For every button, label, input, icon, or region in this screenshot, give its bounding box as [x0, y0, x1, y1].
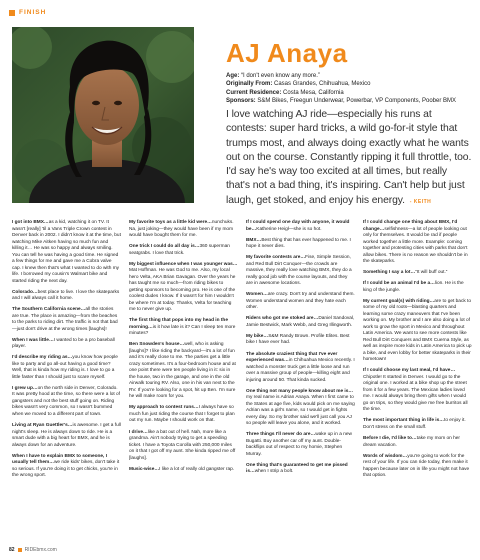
pull-quote	[226, 108, 472, 209]
interview-answer: Daniel Sandoval, Jamie Bestwick, Mark Webb, and Greg Illingworth.	[246, 316, 355, 328]
interview-question: Living at Ryan Guettler's…	[12, 423, 73, 429]
interview-question: The absolute craziest thing that I've ever experienced was…	[246, 351, 338, 364]
interview-question: One thing not many people know about me is…	[246, 388, 354, 394]
interview-answer: Katherine Heigl—she is so hot.	[256, 226, 322, 232]
rider-name-heading: AJ Anaya	[226, 38, 348, 68]
interview-question: If I could be an animal I'd be a…	[363, 281, 435, 287]
footer-website: RIDEbmx.com	[24, 547, 57, 553]
interview-entry	[246, 292, 355, 312]
interview-entry	[12, 338, 121, 351]
interview-question: My biggest influence when I was younger was…	[129, 261, 238, 267]
interview-entry	[129, 262, 238, 314]
fact-sponsors: Sponsors: S&M Bikes, Freegun Underwear, Powerbar, VP Components, Poober BMX	[226, 98, 456, 105]
interview-answer: we ride kids' bikes, don't take it so serious. If you're doing it to get chicks, you're in the wrong sport.	[12, 460, 120, 479]
interview-entry	[12, 355, 121, 381]
interview-answer: are to get back to some of my old roots—blasting quarters and learning some crazy maneuvers that I've been working on. My brother and I are also doing a lot of work to grow the sport in Mexico and throughout Latin America. We want to see more contests like Red Bull Dirt Conquers and BMX Cuerna Style, as well as inspire more kids in Latin America to pick up a bike, and even lobby for better skateparks in their hometown!	[363, 298, 472, 363]
interview-question: Ben Snowden's house…	[129, 342, 185, 348]
interview-column-3	[246, 220, 355, 538]
interview-entry	[12, 307, 121, 333]
interview-answer: Fise, Simple Session, and Red Bull Dirt Conquer—the crowds are massive, they really love watching BMX, they do a really good job with the course layouts, and they are in awesome locations.	[246, 255, 352, 287]
interview-answer: best place to live. I love the skateparks and I will always call it home.	[12, 289, 120, 302]
interview-entry	[246, 463, 355, 476]
interview-answer: I wanted to be a pro baseball player.	[12, 337, 115, 350]
fact-residence: Current Residence: Costa Mesa, California	[226, 89, 344, 96]
interview-columns	[12, 220, 472, 538]
interview-question: The first thing that pops into my head in the morning…	[129, 318, 228, 330]
interview-answer: to enjoy it. Don't stress on the small stuff.	[363, 418, 466, 430]
interview-question: If I could change one thing about BMX, I'd change…	[363, 220, 458, 232]
interview-entry	[246, 352, 355, 385]
interview-question: I'd describe my riding as…	[12, 355, 73, 361]
interview-entry	[363, 270, 472, 277]
interview-question: My current goal(s) with riding…	[363, 298, 435, 304]
interview-question: The most important thing in life is…	[363, 418, 445, 424]
interview-answer: Best thing that has ever happened to me. I hope it never dies.	[246, 237, 351, 250]
interview-column-4	[363, 220, 472, 538]
interview-answer: you're going to work for the rest of your life. If you can ride today, then make it happen because later on in life you might not have that option.	[363, 453, 470, 479]
interview-entry	[246, 389, 355, 428]
interview-entry	[129, 467, 238, 474]
interview-answer: are crazy. Don't try and understand them. Women understand women and they hate each other.	[246, 292, 355, 311]
interview-entry	[12, 290, 121, 303]
interview-question: Women…	[246, 292, 268, 298]
interview-entry	[363, 299, 472, 364]
interview-question: I grew up…	[12, 385, 38, 391]
interview-question: Something I say a lot…	[363, 270, 416, 276]
page-footer	[9, 547, 57, 553]
interview-entry	[363, 454, 472, 480]
interview-answer: you know how people like to party and go all-out having a good time? Well, that is kinda how my riding is. I love to go a little faster than I should just to scare myself.	[12, 355, 118, 380]
interview-answer: “It will buff out.”	[415, 270, 448, 276]
interview-answer: selfishness—a lot of people looking out only for themselves. It would be rad if people worked together a little more. Example: coming together and protesting cities with parks that don't allow bikes. There is no reason we shouldn't be in the skateparks.	[363, 226, 468, 264]
interview-answer: like a bat out of hell. Nah, more like a grandma. Ain't nobody trying to get a speeding ticket. I have a Toyota Corolla with 250,000 miles on it that I got off my aunt. She kinda ripped me off [laughs].	[129, 429, 236, 461]
interview-entry	[12, 220, 121, 285]
interview-answer: Chipotle! It started in Denver. I would go to the original one. I worked at a bike shop up the street from it for a few years. The Mexican ladies loved me. I would always bring them gifts when I would go on trips, so they would give me free burritos all the time.	[363, 374, 468, 413]
section-label: FINISH	[19, 9, 47, 16]
interview-question: My bike…	[246, 333, 269, 339]
interview-entry	[129, 342, 238, 401]
interview-answer: I always have so much fun just riding the course that I forget to plan out my run. Maybe I should work on that.	[129, 405, 235, 424]
section-marker-square	[9, 10, 15, 16]
interview-question: One thing that's guaranteed to get me pissed is…	[246, 462, 348, 475]
fact-age: Age: “I don't even know any more.”	[226, 73, 320, 79]
interview-column-2	[129, 220, 238, 538]
interview-entry	[129, 430, 238, 463]
interview-answer: wake up in a new Bugatti. Buy another car off my aunt. Double-backflips out of respect to my homie, Stephen Murray.	[246, 432, 352, 457]
interview-question: Colorado…	[12, 289, 38, 295]
interview-answer: nunchuks. Na, just joking—they would have been if my mom would have bought them for me.	[129, 220, 234, 238]
interview-answer: lion. He is the king of the jungle.	[363, 281, 464, 293]
interview-question: Words of wisdom…	[363, 453, 408, 459]
interview-answer: on the north side in Denver, Colorado. It was pretty hood at the time, so there were a lot of gangsters and not the best stuff going on. Riding bikes wasn't very common, so I wasn't bummed when we moved to a different part of town.	[12, 385, 120, 417]
interview-answer: all the stories are true. The place is amazing—from the beaches to the parks to riding dirt. The traffic is not that bad—just don't drive at the wrong times [laughs]!	[12, 307, 118, 332]
interview-answer: well, who is asking [laughs]? I like riding the backyard—it's a lot of fun and it's really close to me. The parties get a little crazy sometimes. It's a four-bedroom house and at one point there were ten people living in it: six in the house, two in the garage, and one in the old Airwalk touring RV. Also, one in his van next to the RV. If you're looking for a spot, hit up Ben. I'm sure he will make room for you.	[129, 342, 236, 400]
interview-entry	[129, 405, 238, 425]
interview-answer: is it how late is it? Can I sleep ten more minutes?	[129, 324, 236, 337]
interview-answer: in Chihuahua Mexico recently. I watched a monster truck get a little loose and run over a massive group of people—killing eight and injuring around 50. That kinda sucked.	[246, 358, 355, 383]
interview-answer: take my mom on her dream vacation.	[363, 436, 460, 448]
pull-quote-attribution: - KEITH	[409, 198, 432, 205]
rider-portrait-photo	[12, 27, 194, 203]
interview-entry	[246, 316, 355, 329]
interview-answer: Mat Hoffman. He was God to me. Also, my local hero Velta, AKA Brian Gavagan. Over the years he has taught me so much—from riding bikes to getting sponsors to becoming pro. He is one of the coolest dudes I know. If it wasn't for him I wouldn't be where I'm at today. Thanks, Velta for teaching me to never give up.	[129, 268, 236, 313]
page-number: 82	[9, 547, 15, 553]
interview-question: One trick I could do all day is…	[129, 244, 200, 250]
interview-answer: when I strip a bolt.	[254, 469, 294, 475]
interview-answer: is awesome. I get a full night's sleep. He is always down to ride. He is a smart dude with a big heart for BMX, and he is always down for an adventure.	[12, 423, 121, 448]
interview-entry	[363, 220, 472, 266]
interview-question: Riders who got me stoked are…	[246, 316, 319, 322]
interview-entry	[363, 368, 472, 414]
fact-origin: Originally From: Casas Grandes, Chihuahua, Mexico	[226, 81, 371, 88]
interview-answer: S&M Randy Brown. Profile Elites. Best bike I have ever had.	[246, 333, 350, 346]
interview-answer: as a kid, watching it on TV. It wasn't [really] 'til a Vans Triple Crown contest in Denver back in 2002. I didn't know it at the time, but watching Mike Aitken having so much fun and killing it… He was so happy and always smiling. You can tell he was having a good time. He signed a few things for me and gave me a Cobra valve cap. I knew then that's what I wanted to do with my life. I borrowed my cousin's Walmart bike and started riding the next day.	[12, 220, 121, 284]
interview-question: When I was little…	[12, 337, 54, 343]
pull-quote-text: I love watching AJ ride—especially his runs at contests: super hard tricks, a wild go-for-it style that trumps most, and always doing exactly what he wants out on the course. Constantly ripping it full throttle, too. I'd say he's way too excited at all times, but really that's not a bad thing, it's inspiring. Can't help but just laugh, get stoked, and enjoy his energy.	[226, 109, 472, 206]
interview-entry	[12, 454, 121, 480]
interview-entry	[246, 255, 355, 288]
interview-entry	[363, 436, 472, 449]
interview-question: My favorite contests are…	[246, 255, 306, 261]
interview-entry	[129, 318, 238, 338]
interview-entry	[246, 220, 355, 233]
interview-entry	[12, 423, 121, 449]
interview-answer: my real name is Adrian Anaya. When I first came to the States at age five, kids would pick on me saying Adrian was a girl's name, so I would get in fights every day. So my brother said we'll just call you AJ so people will leave you alone, and it worked.	[246, 395, 355, 427]
interview-question: I drive…	[129, 429, 148, 435]
interview-question: Three things I'll never do are…	[246, 432, 316, 438]
interview-entry	[246, 432, 355, 458]
interview-entry	[246, 334, 355, 347]
interview-entry	[363, 281, 472, 294]
interview-question: I got into BMX…	[12, 220, 49, 225]
interview-column-1	[12, 220, 121, 538]
interview-question: Music-wise…	[129, 466, 160, 472]
interview-entry	[12, 386, 121, 419]
interview-question: Before I die, I'd like to…	[363, 436, 417, 442]
interview-entry	[363, 418, 472, 431]
rider-facts	[226, 72, 466, 106]
interview-question: My approach to contest runs…	[129, 405, 199, 411]
interview-answer: 360 superman seatgrabs. I love that trick.	[129, 244, 230, 256]
interview-entry	[129, 220, 238, 240]
interview-question: If I could choose my last meal, I'd have…	[363, 368, 456, 374]
interview-entry	[246, 238, 355, 251]
footer-separator-square	[18, 548, 22, 552]
interview-question: When I have to explain BMX to someone, I usually tell them…	[12, 453, 108, 466]
interview-answer: I like a lot of really old gangster rap.	[159, 466, 235, 472]
interview-entry	[129, 244, 238, 257]
interview-question: The Southern California scene…	[12, 307, 86, 313]
section-tag	[9, 9, 46, 16]
interview-question: My favorite toys as a little kid were…	[129, 220, 212, 225]
interview-question: BMX…	[246, 237, 262, 243]
interview-question: If I could spend one day with anyone, it would be…	[246, 220, 350, 232]
